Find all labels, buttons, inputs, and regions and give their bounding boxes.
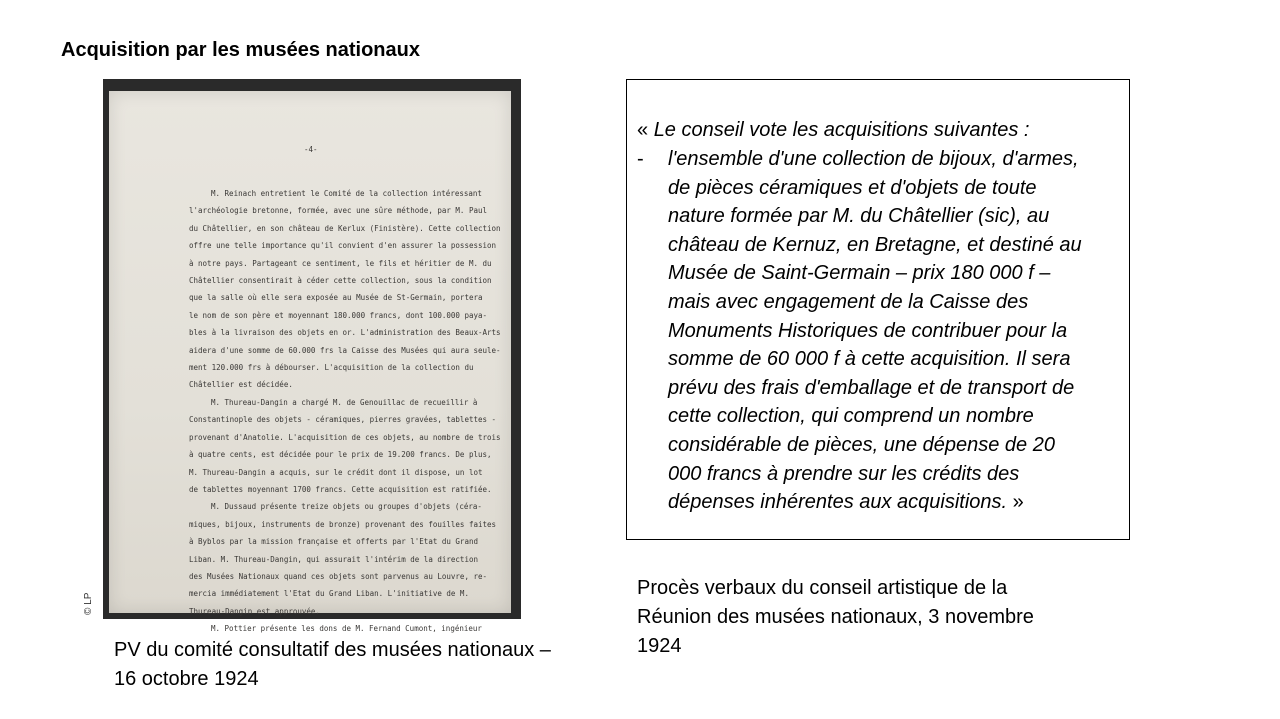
typewritten-line: bles à la livraison des objets en or. L'administration des Beaux-Arts xyxy=(189,328,501,338)
quote-line-text: mais avec engagement de la Caisse des xyxy=(668,290,1029,313)
typewritten-line: M. Dussaud présente treize objets ou groupes d'objets (céra- xyxy=(211,502,482,512)
quote-line xyxy=(668,231,1128,260)
typewritten-text xyxy=(189,185,509,638)
quote-body xyxy=(668,145,1128,517)
quote-line-text: Musée de Saint-Germain – prix 180 000 f – xyxy=(668,262,1051,285)
quote-caption-line: 1924 xyxy=(637,635,682,657)
typewritten-line: Constantinople des objets - céramiques, pierres gravées, tablettes - xyxy=(189,415,497,425)
typewritten-line: Châtellier consentirait à céder cette collection, sous la condition xyxy=(189,276,492,286)
typewritten-line: l'archéologie bretonne, formée, avec une sûre méthode, par M. Paul xyxy=(189,206,488,216)
typewritten-line: à notre pays. Partageant ce sentiment, le fils et héritier de M. du xyxy=(189,258,492,268)
document-caption-line: 16 octobre 1924 xyxy=(114,668,259,690)
typewritten-line: Châtellier est décidée. xyxy=(189,380,293,390)
typewritten-line: aidera d'une somme de 60.000 frs la Caisse des Musées qui aura seule- xyxy=(189,345,501,355)
typewritten-page xyxy=(109,91,511,634)
quote-line xyxy=(668,259,1128,288)
quote-line-text: de pièces céramiques et d'objets de toute xyxy=(668,176,1037,199)
quote-caption-line: Procès verbaux du conseil artistique de la xyxy=(637,577,1008,599)
typewritten-line: Liban. M. Thureau-Dangin, qui assurait l'intérim de la direction xyxy=(189,554,478,564)
page-number: -4- xyxy=(304,145,318,154)
typewritten-line: Thureau-Dangin est approuvée. xyxy=(189,606,320,616)
typewritten-line: M. Pottier présente les dons de M. Fernand Cumont, ingénieur xyxy=(211,624,482,634)
typewritten-line: offre une telle importance qu'il convient d'en assurer la possession xyxy=(189,241,497,251)
typewritten-line: des Musées Nationaux quand ces objets sont parvenus au Louvre, re- xyxy=(189,571,488,581)
quote-box xyxy=(626,79,1130,540)
typewritten-line: ment 120.000 frs à débourser. L'acquisition de la collection du xyxy=(189,363,474,373)
quote-line-text: Monuments Historiques de contribuer pour la xyxy=(668,319,1068,342)
document-photo xyxy=(103,79,521,634)
quote-line xyxy=(668,202,1128,231)
quote-line xyxy=(668,460,1128,489)
list-dash: - xyxy=(637,148,644,170)
quote-line-text: prévu des frais d'emballage et de transport de xyxy=(668,376,1075,399)
quote-line xyxy=(668,431,1128,460)
closing-guillemet: » xyxy=(1007,491,1024,514)
typewritten-line: que la salle où elle sera exposée au Musée de St-Germain, portera xyxy=(189,293,483,303)
typewritten-line: provenant d'Anatolie. L'acquisition de ces objets, au nombre de trois xyxy=(189,432,501,442)
quote-line xyxy=(668,345,1128,374)
typewritten-line: miques, bijoux, instruments de bronze) provenant des fouilles faites xyxy=(189,519,497,529)
slide-title: Acquisition par les musées nationaux xyxy=(61,39,420,61)
quote-line xyxy=(668,374,1128,403)
typewritten-line: M. Thureau-Dangin a chargé M. de Genouillac de recueillir à xyxy=(211,397,478,407)
quote-line xyxy=(668,174,1128,203)
quote-line-text: nature formée par M. du Châtellier (sic), au xyxy=(668,205,1050,228)
typewritten-line: à Byblos par la mission française et offerts par l'Etat du Grand xyxy=(189,537,478,547)
quote-line-text: dépenses inhérentes aux acquisitions. xyxy=(668,491,1008,514)
typewritten-line: M. Reinach entretient le Comité de la collection intéressant xyxy=(211,189,482,198)
quote-line xyxy=(668,317,1128,346)
document-caption xyxy=(114,636,614,694)
typewritten-line: de tablettes moyennant 1700 francs. Cette acquisition est ratifiée. xyxy=(189,484,492,494)
quote-caption-line: Réunion des musées nationaux, 3 novembre xyxy=(637,606,1034,628)
quote-line-text: considérable de pièces, une dépense de 20 xyxy=(668,433,1055,456)
typewritten-line: mercia immédiatement l'Etat du Grand Liban. L'initiative de M. xyxy=(189,589,469,599)
quote-line xyxy=(668,488,1128,517)
quote-caption xyxy=(637,574,1097,661)
quote-line xyxy=(668,288,1128,317)
quote-line-text: l'ensemble d'une collection de bijoux, d'armes, xyxy=(668,148,1079,170)
typewritten-line: le nom de son père et moyennant 180.000 francs, dont 100.000 paya- xyxy=(189,310,488,320)
quote-intro xyxy=(637,116,1029,145)
quote-line-text: château de Kernuz, en Bretagne, et destiné au xyxy=(668,233,1082,256)
quote-line-text: 000 francs à prendre sur les crédits des xyxy=(668,462,1020,485)
typewritten-line: du Châtellier, en son château de Kerlux (Finistère). Cette collection xyxy=(189,223,501,233)
document-caption-line: PV du comité consultatif des musées nationaux – xyxy=(114,639,551,661)
quote-intro-text: « Le conseil vote les acquisitions suivantes : xyxy=(637,119,1030,141)
typewritten-line: à quatre cents, est décidée pour le prix de 19.200 francs. De plus, xyxy=(189,450,492,460)
quote-line xyxy=(668,145,1128,174)
quote-line-text: cette collection, qui comprend un nombre xyxy=(668,405,1034,428)
quote-line xyxy=(668,402,1128,431)
quote-line-text: somme de 60 000 f à cette acquisition. Il sera xyxy=(668,348,1071,371)
copyright-notice: © LP xyxy=(83,592,94,615)
typewritten-line: M. Thureau-Dangin a acquis, sur le crédit dont il dispose, un lot xyxy=(189,467,483,477)
